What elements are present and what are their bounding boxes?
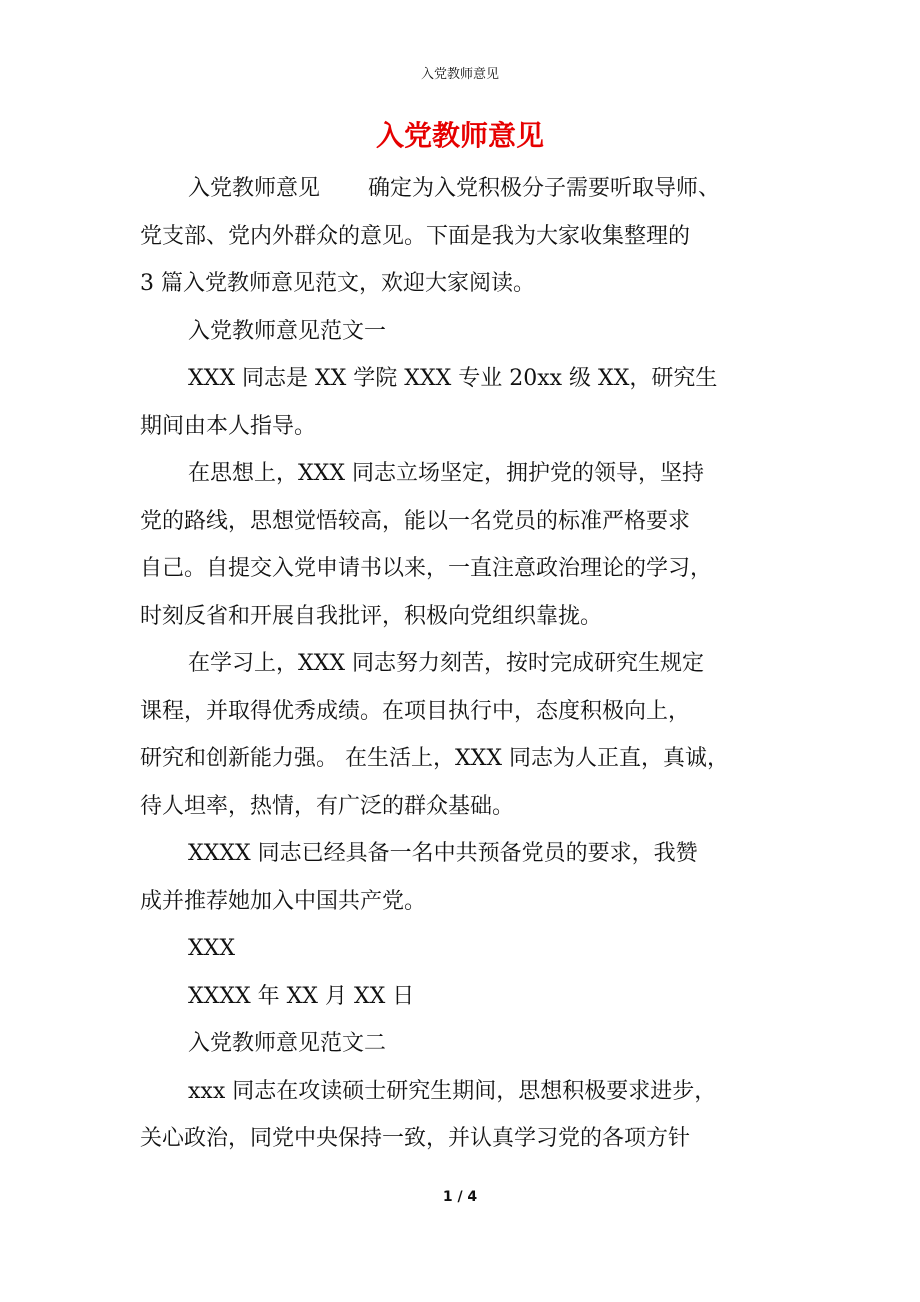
paragraph-line: 时刻反省和开展自我批评，积极向党组织靠拢。 [140, 603, 603, 629]
paragraph-line: 自己。自提交入党申请书以来，一直注意政治理论的学习， [140, 556, 713, 581]
paragraph-line: 在学习上，XXX 同志努力刻苦，按时完成研究生规定 [188, 651, 704, 676]
paragraph-line: 期间由本人指导。 [140, 413, 317, 439]
intro-lead: 入党教师意见 [188, 176, 321, 201]
intro-line [140, 165, 800, 213]
paragraph-line: xxx 同志在攻读硕士研究生期间，思想积极要求进步， [188, 1078, 717, 1104]
intro-text: 确定为入党积极分子需要听取导师、 [368, 176, 721, 201]
paragraph-line: 在思想上，XXX 同志立场坚定，拥护党的领导，坚持 [188, 461, 704, 486]
page-indicator: 1 / 4 [442, 1189, 478, 1205]
paragraph-line: 课程，并取得优秀成绩。在项目执行中，态度积极向上， [140, 698, 691, 724]
paragraph-line: 成并推荐她加入中国共产党。 [140, 888, 427, 914]
paragraph-line: 待人坦率，热情，有广泛的群众基础。 [140, 793, 515, 819]
section-heading: 入党教师意见范文一 [188, 318, 387, 344]
running-header: 入党教师意见 [420, 67, 499, 82]
intro-line: 3 篇入党教师意见范文，欢迎大家阅读。 [140, 271, 535, 296]
paragraph-line: 党的路线，思想觉悟较高，能以一名党员的标准严格要求 [140, 508, 691, 534]
signature: XXX [188, 936, 235, 961]
section-heading: 入党教师意见范文二 [188, 1031, 387, 1056]
document-body [140, 165, 800, 1163]
intro-line: 党支部、党内外群众的意见。下面是我为大家收集整理的 [140, 223, 691, 249]
page-title: 入党教师意见 [375, 119, 544, 152]
paragraph-line: XXXX 同志已经具备一名中共预备党员的要求，我赞 [188, 841, 698, 866]
paragraph-line: XXX 同志是 XX 学院 XXX 专业 20xx 级 XX，研究生 [188, 366, 718, 391]
signature-date: XXXX 年 XX 月 XX 日 [188, 983, 415, 1009]
paragraph-line: 研究和创新能力强。 在生活上，XXX 同志为人正直，真诚， [140, 746, 729, 771]
paragraph-line: 关心政治，同党中央保持一致，并认真学习党的各项方针 [140, 1126, 691, 1151]
